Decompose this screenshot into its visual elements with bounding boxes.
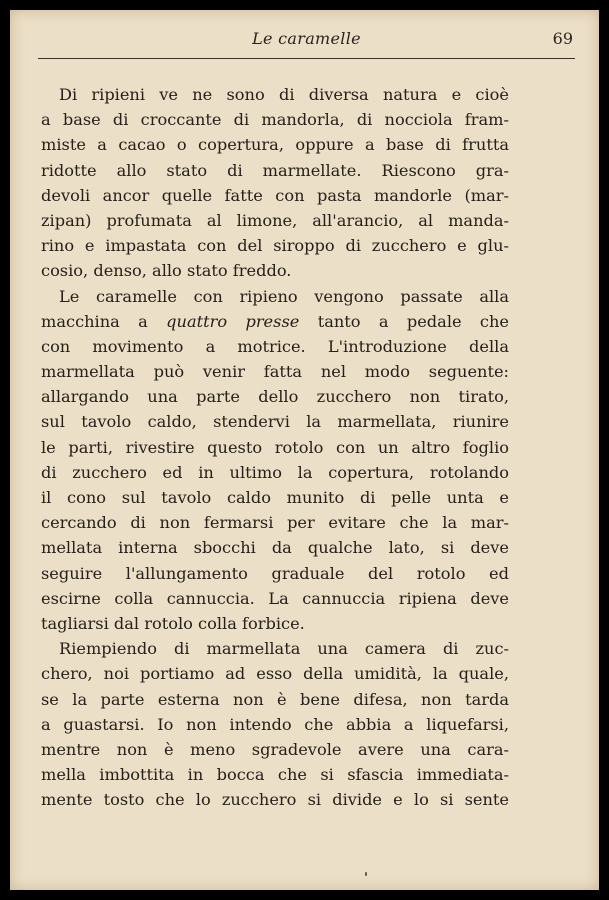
text-line: marmellata può venir fatta nel modo seguente:	[41, 362, 509, 382]
text-line: seguire l'allungamento graduale del rotolo ed	[41, 563, 509, 583]
paragraph-3	[41, 636, 509, 812]
text-line: cosio, denso, allo stato freddo.	[41, 261, 292, 281]
text-line: tagliarsi dal rotolo colla forbice.	[41, 613, 305, 633]
text-line: zipan) profumata al limone, all'arancio, al manda-	[41, 210, 509, 230]
text-line: chero, noi portiamo ad esso della umidità, la quale,	[41, 664, 509, 684]
text-line: allargando una parte dello zucchero non tirato,	[41, 387, 509, 407]
text-span: tanto a pedale che	[317, 311, 509, 331]
paper-speck	[365, 872, 367, 876]
text-line: cercando di non fermarsi per evitare che la mar-	[41, 513, 509, 533]
text-line: mente tosto che lo zucchero si divide e lo si sente	[41, 790, 509, 810]
text-line: Di ripieni ve ne sono di diversa natura e cioè	[59, 85, 509, 104]
text-line: miste a cacao o copertura, oppure a base di frutta	[41, 135, 509, 155]
text-line: di zucchero ed in ultimo la copertura, rotolando	[41, 462, 509, 482]
body-text	[41, 82, 509, 812]
text-line: Le caramelle con ripieno vengono passate alla	[59, 286, 509, 306]
text-line: escirne colla cannuccia. La cannuccia ripiena deve	[41, 588, 509, 608]
text-line: a guastarsi. Io non intendo che abbia a liquefarsi,	[41, 714, 509, 734]
text-line: devoli ancor quelle fatte con pasta mandorle (mar-	[41, 185, 509, 205]
text-line: sul tavolo caldo, stendervi la marmellata, riunire	[41, 412, 509, 432]
italic-term: quattro presse	[166, 311, 300, 331]
text-line: rino e impastata con del siroppo di zucchero e glu-	[41, 236, 509, 256]
text-line: con movimento a motrice. L'introduzione della	[41, 336, 509, 356]
book-page	[10, 10, 599, 890]
text-span: macchina a	[41, 311, 148, 331]
paragraph-1	[41, 82, 509, 284]
text-line: mentre non è meno sgradevole avere una cara-	[41, 739, 509, 759]
text-line: ridotte allo stato di marmellate. Riescono gra-	[41, 160, 509, 180]
page-header	[38, 10, 575, 59]
text-line: mellata interna sbocchi da qualche lato, si deve	[41, 538, 509, 558]
text-line-with-italic	[41, 309, 509, 334]
paragraph-2	[41, 284, 509, 637]
text-line: Riempiendo di marmellata una camera di zuc-	[59, 639, 509, 659]
text-line: il cono sul tavolo caldo munito di pelle unta e	[41, 488, 509, 507]
running-title: Le caramelle	[252, 29, 361, 48]
text-line: mella imbottita in bocca che si sfascia immediata-	[41, 765, 509, 785]
text-line: a base di croccante di mandorla, di nocciola fram-	[41, 110, 509, 130]
text-line: se la parte esterna non è bene difesa, non tarda	[41, 689, 509, 709]
page-number: 69	[552, 29, 573, 48]
text-line: le parti, rivestire questo rotolo con un altro foglio	[41, 437, 509, 457]
